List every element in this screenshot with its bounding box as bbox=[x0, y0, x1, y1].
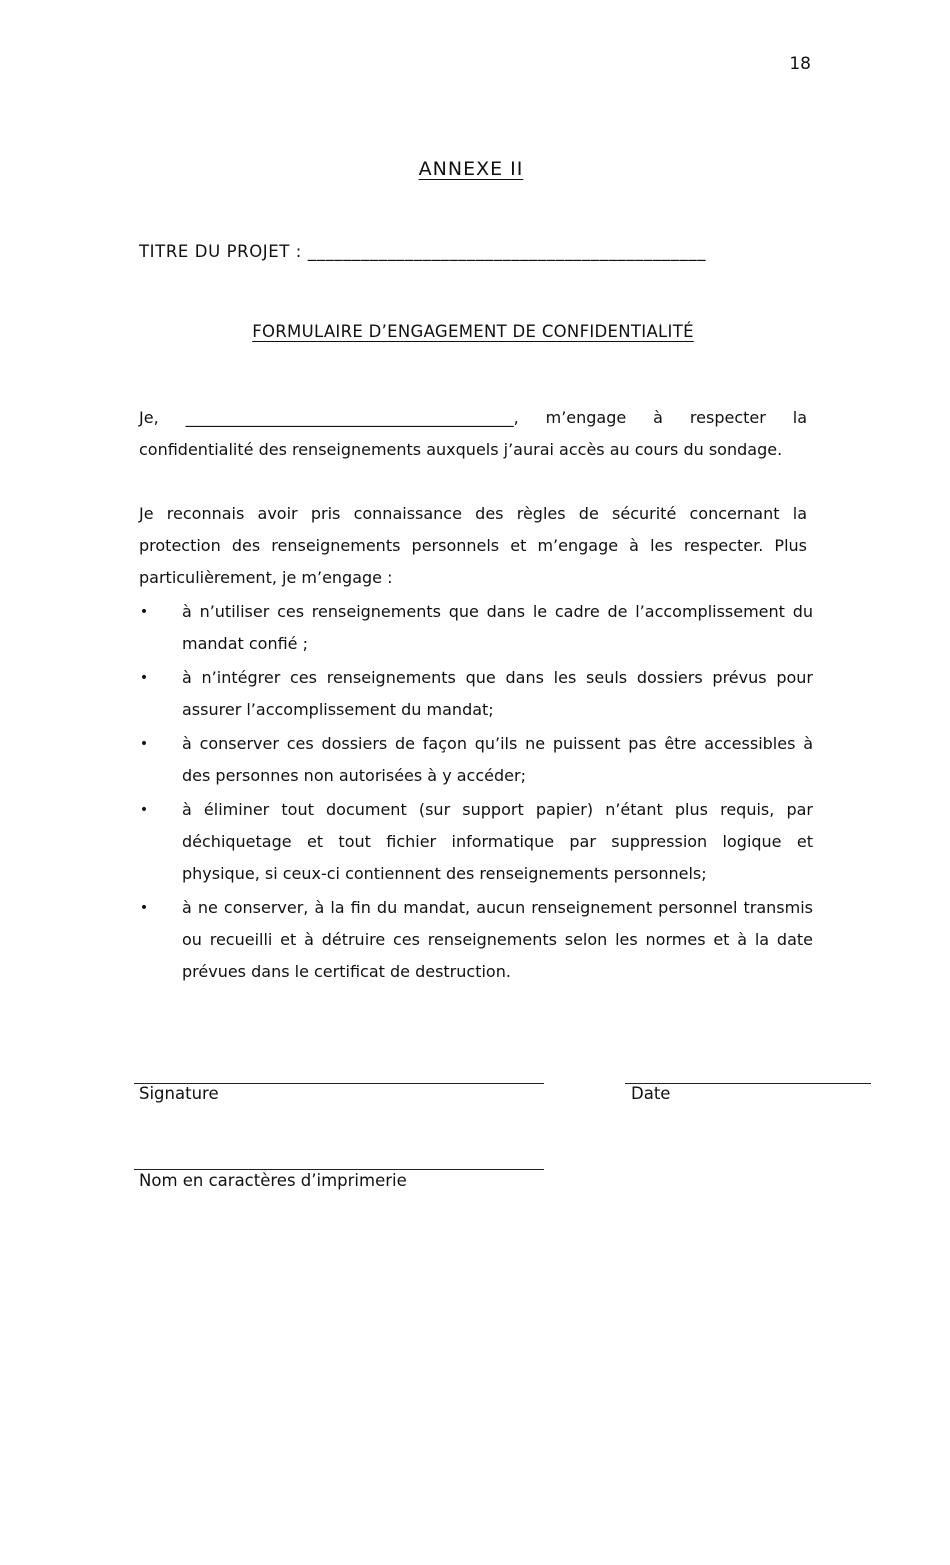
printed-name-label: Nom en caractères d’imprimerie bbox=[139, 1171, 407, 1190]
list-item bbox=[139, 662, 813, 726]
list-item-text: à conserver ces dossiers de façon qu’ils ne puissent pas être accessibles à des personnes non autorisées à y accéder; bbox=[182, 734, 813, 785]
project-title-line: TITRE DU PROJET : _____________________________________________ bbox=[139, 242, 707, 261]
page-number: 18 bbox=[789, 54, 811, 74]
form-title: FORMULAIRE D’ENGAGEMENT DE CONFIDENTIALITÉ bbox=[252, 322, 694, 341]
annex-title: ANNEXE II bbox=[418, 158, 524, 180]
acknowledgement-paragraph: Je reconnais avoir pris connaissance des règles de sécurité concernant la protection des renseignements personnels et m’engage à les respecter. Plus particulièrement, je m’engage : bbox=[139, 504, 807, 587]
list-item-text: à éliminer tout document (sur support papier) n’étant plus requis, par déchiquetage et tout fichier informatique par suppression logique et physique, si ceux-ci contiennent des renseignements personnels; bbox=[182, 800, 813, 883]
signature-label: Signature bbox=[139, 1084, 219, 1103]
printed-name-line[interactable] bbox=[134, 1169, 544, 1170]
list-item bbox=[139, 596, 813, 660]
list-item bbox=[139, 794, 813, 890]
bullet-icon: • bbox=[139, 670, 149, 686]
bullet-icon: • bbox=[139, 802, 149, 818]
list-item-text: à n’intégrer ces renseignements que dans les seuls dossiers prévus pour assurer l’accomplissement du mandat; bbox=[182, 668, 813, 719]
commitment-list bbox=[139, 596, 813, 990]
list-item bbox=[139, 728, 813, 792]
list-item bbox=[139, 892, 813, 988]
commitment-paragraph: Je, _________________________________________, m’engage à respecter la confidentialité des renseignements auxquels j’aurai accès au cours du sondage. bbox=[139, 408, 807, 459]
bullet-icon: • bbox=[139, 736, 149, 752]
bullet-icon: • bbox=[139, 900, 149, 916]
date-label: Date bbox=[631, 1084, 671, 1103]
list-item-text: à n’utiliser ces renseignements que dans le cadre de l’accomplissement du mandat confié ; bbox=[182, 602, 813, 653]
bullet-icon: • bbox=[139, 604, 149, 620]
list-item-text: à ne conserver, à la fin du mandat, aucun renseignement personnel transmis ou recueilli et à détruire ces renseignements selon les normes et à la date prévues dans le certificat de destruction. bbox=[182, 898, 813, 981]
